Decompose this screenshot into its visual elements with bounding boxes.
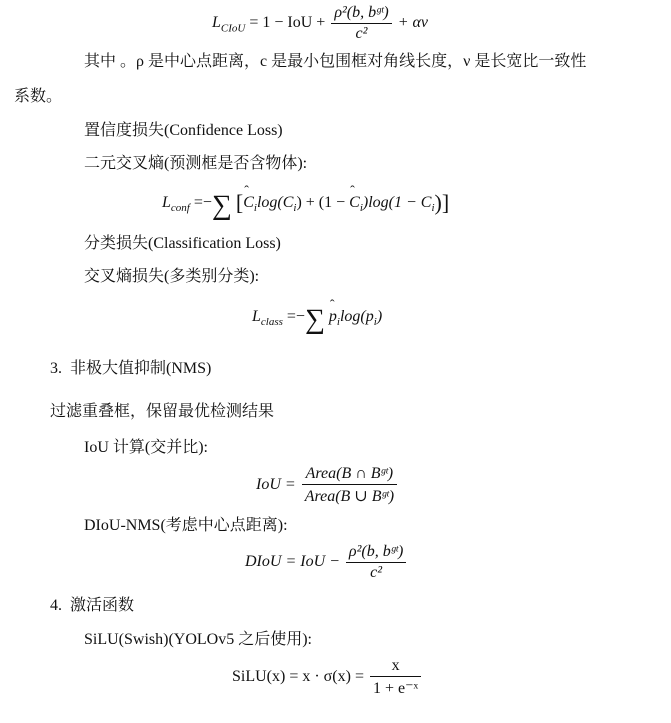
conf-middle: ) + (1 − [296, 194, 350, 211]
index-i: i [373, 316, 377, 329]
sum-symbol: ∑ [211, 190, 232, 221]
ciou-description-line2: 系数。 [14, 88, 63, 105]
index-i: i [431, 202, 435, 215]
iou-fraction [302, 465, 397, 506]
index-i: i [359, 202, 363, 215]
silu-lhs: SiLU(x) = x · σ(x) = [232, 668, 364, 686]
ciou-lhs: L [212, 14, 221, 32]
conf-lhs-sub: conf [170, 202, 190, 215]
iou-equation [256, 465, 399, 506]
c-hat: ˆ C [243, 194, 254, 212]
c-hat: ˆ C [349, 194, 360, 212]
section-3-heading [50, 359, 211, 379]
section-3-title: 非极大值抑制(NMS) [70, 360, 212, 377]
diou-heading: DIoU-NMS(考虑中心点距离): [84, 517, 288, 534]
silu-denominator: 1 + e⁻ˣ [370, 676, 421, 698]
bce-heading: 二元交叉熵(预测框是否含物体): [84, 155, 308, 172]
diou-numerator: ρ²(b, bᵍᵗ) [348, 543, 404, 560]
section-4-number: 4. [50, 597, 62, 614]
conf-log-term: log(C [256, 194, 294, 211]
class-close: ) [376, 308, 383, 325]
ciou-fraction [331, 4, 391, 43]
index-i: i [336, 316, 340, 329]
diou-denominator: c² [346, 562, 406, 582]
diou-fraction [346, 543, 406, 582]
diou-lhs: DIoU = IoU − [245, 553, 340, 571]
section-4-heading [50, 596, 134, 616]
ciou-lhs-sub: CIoU [220, 22, 246, 35]
conf-lhs: L [162, 194, 171, 211]
silu-heading: SiLU(Swish)(YOLOv5 之后使用): [84, 631, 312, 648]
iou-denominator: Area(B ∪ Bᵍᵗ) [302, 484, 397, 506]
p-hat: ˆ p [329, 308, 337, 326]
conf-log-term-2: )log(1 − C [362, 194, 432, 211]
section-4-title: 激活函数 [70, 597, 135, 614]
classification-loss-heading: 分类损失(Classification Loss) [84, 235, 281, 252]
confidence-loss-heading: 置信度损失(Confidence Loss) [84, 122, 283, 139]
class-lhs-sub: class [260, 316, 283, 329]
close-bracket: )] [434, 190, 450, 215]
iou-lhs: IoU = [256, 476, 296, 494]
diou-equation [245, 543, 408, 582]
ciou-rhs-b: + αv [397, 14, 428, 32]
ciou-rhs-a: = 1 − IoU + [249, 14, 326, 32]
conf-equals: =− [193, 194, 212, 211]
class-lhs: L [252, 308, 261, 325]
iou-numerator: Area(B ∩ Bᵍᵗ) [305, 465, 394, 482]
sum-symbol: ∑ [304, 304, 325, 335]
conf-equation [162, 190, 449, 222]
class-equals: =− [286, 308, 305, 325]
ciou-description-line1: 其中 。ρ 是中心点距离，c 是最小包围框对角线长度，ν 是长宽比一致性 [84, 53, 587, 70]
class-log-term: log(p [339, 308, 374, 325]
index-i: i [293, 202, 297, 215]
nms-description: 过滤重叠框，保留最优检测结果 [50, 403, 275, 420]
ciou-denominator: c² [331, 23, 391, 43]
ciou-equation [212, 4, 428, 43]
iou-heading: IoU 计算(交并比): [84, 439, 208, 456]
ciou-numerator: ρ²(b, bᵍᵗ) [334, 4, 389, 21]
index-i: i [253, 202, 257, 215]
class-equation [252, 304, 382, 336]
silu-numerator: x [391, 657, 400, 674]
open-bracket: [ [235, 190, 244, 215]
ce-heading: 交叉熵损失(多类别分类): [84, 268, 260, 285]
section-3-number: 3. [50, 360, 62, 377]
silu-equation [232, 657, 423, 698]
silu-fraction [370, 657, 421, 698]
